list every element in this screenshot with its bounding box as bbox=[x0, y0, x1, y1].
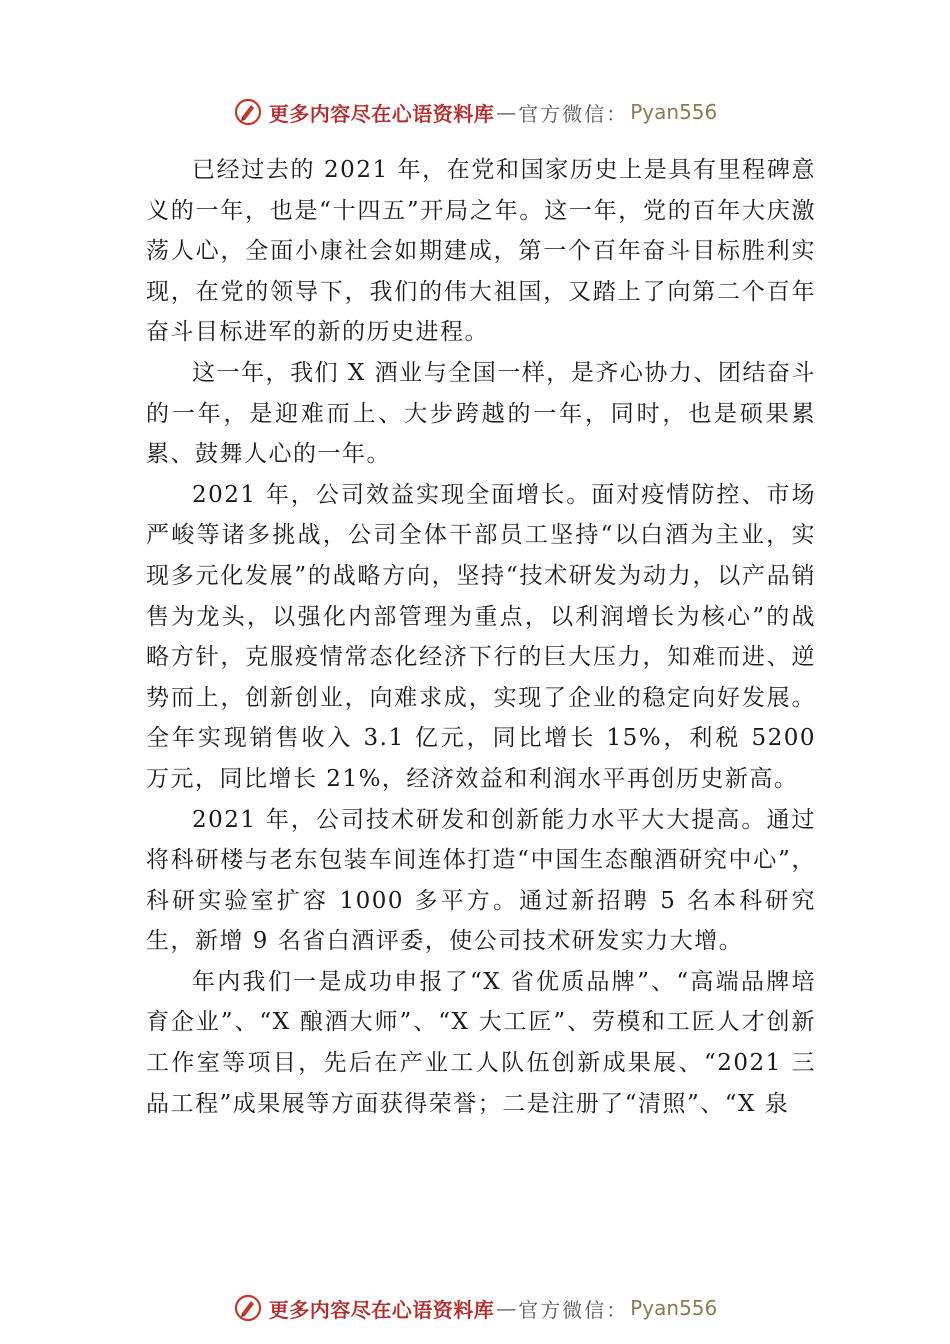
banner-brand-text: 更多内容尽在心语资料库 bbox=[268, 101, 495, 126]
paragraph: 2021 年，公司技术研发和创新能力水平大大提高。通过将科研楼与老东包装车间连体打造“中国生态酿酒研究中心”，科研实验室扩容 1000 多平方。通过新招聘 5 名本科研究生，新增 9 名省白酒评委，使公司技术研发实力大增。 bbox=[146, 806, 816, 955]
paragraph: 这一年，我们 X 酒业与全国一样，是齐心协力、团结奋斗的一年，是迎难而上、大步跨越的一年，同时，也是硕果累累、鼓舞人心的一年。 bbox=[146, 359, 816, 468]
paragraph: 年内我们一是成功申报了“X 省优质品牌”、“高端品牌培育企业”、“X 酿酒大师”、“X 大工匠”、劳模和工匠人才创新工作室等项目，先后在产业工人队伍创新成果展、“2021 三品工程”成果展等方面获得荣誉；二是注册了“清照”、“X 泉 bbox=[146, 968, 816, 1117]
document-body bbox=[146, 150, 816, 1124]
paragraph: 已经过去的 2021 年，在党和国家历史上是具有里程碑意义的一年，也是“十四五”开局之年。这一年，党的百年大庆激荡人心，全面小康社会如期建成，第一个百年奋斗目标胜利实现，在党的领导下，我们的伟大祖国，又踏上了向第二个百年奋斗目标进军的新的历史进程。 bbox=[146, 157, 816, 346]
brand-logo-icon bbox=[233, 1293, 263, 1323]
banner-wechat-id: Pyan556 bbox=[630, 1296, 718, 1320]
banner-dash: — bbox=[496, 1296, 517, 1320]
banner-dash: — bbox=[496, 100, 517, 124]
header-banner bbox=[0, 92, 950, 132]
banner-wechat-label: 官方微信： bbox=[518, 101, 629, 126]
banner-brand-text: 更多内容尽在心语资料库 bbox=[268, 1297, 495, 1322]
brand-logo-icon bbox=[233, 97, 263, 127]
footer-banner bbox=[0, 1288, 950, 1328]
banner-wechat-id: Pyan556 bbox=[630, 100, 718, 124]
paragraph: 2021 年，公司效益实现全面增长。面对疫情防控、市场严峻等诸多挑战，公司全体干部员工坚持“以白酒为主业，实现多元化发展”的战略方向，坚持“技术研发为动力，以产品销售为龙头，以强化内部管理为重点，以利润增长为核心”的战略方针，克服疫情常态化经济下行的巨大压力，知难而进、逆势而上，创新创业，向难求成，实现了企业的稳定向好发展。全年实现销售收入 3.1 亿元，同比增长 15%，利税 5200 万元，同比增长 21%，经济效益和利润水平再创历史新高。 bbox=[146, 481, 816, 792]
banner-wechat-label: 官方微信： bbox=[518, 1297, 629, 1322]
